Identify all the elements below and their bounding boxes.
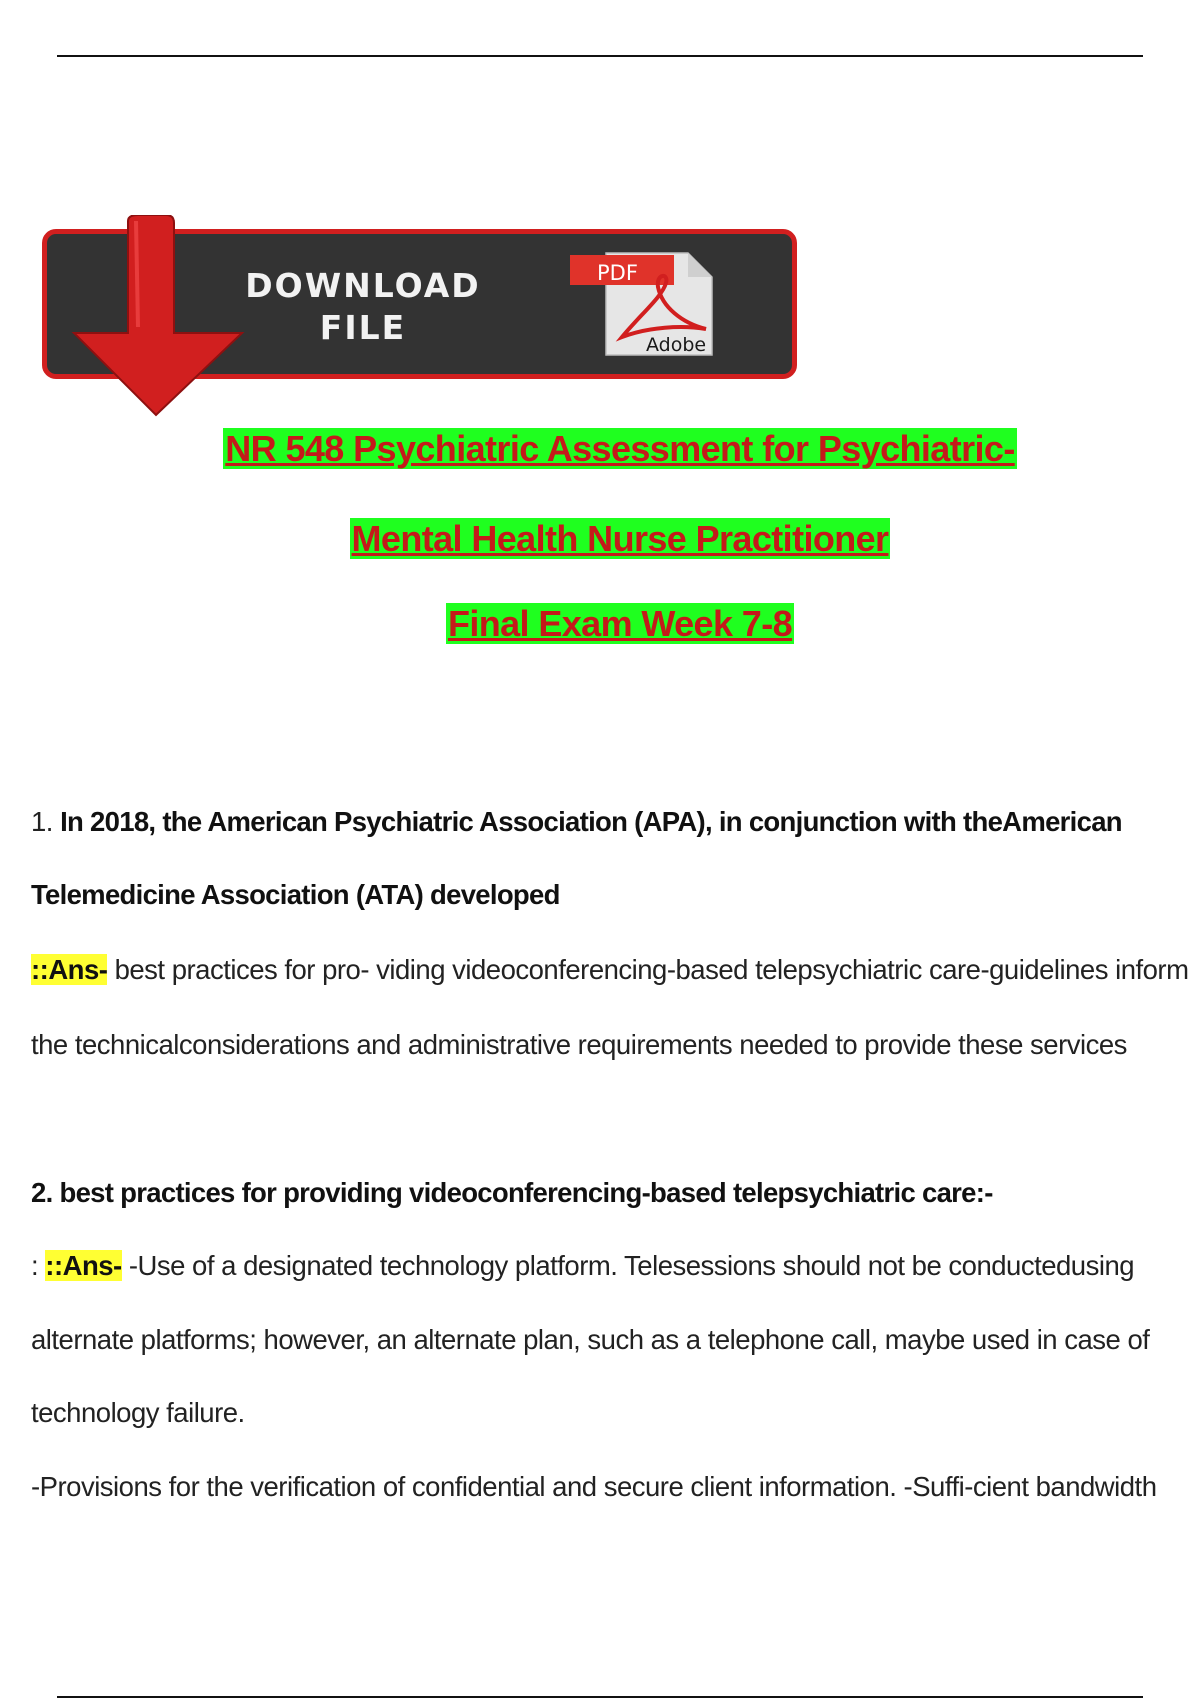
doc-title-line3: Final Exam Week 7-8	[447, 603, 793, 644]
q2-question: 2. best practices for providing videoconferencing-based telepsychiatric care:-	[31, 1177, 993, 1208]
q2-ans-tag: ::Ans-	[45, 1250, 122, 1281]
top-rule	[57, 55, 1143, 57]
q2-answer-line4: -Provisions for the verification of confidential and secure client information. -Suffi-cient bandwidth	[31, 1471, 1157, 1502]
download-label-line2: FILE	[319, 308, 407, 347]
q2-answer-line1: : ::Ans- -Use of a designated technology platform. Telesessions should not be conductedusing	[31, 1250, 1135, 1281]
adobe-pdf-icon	[570, 245, 725, 357]
q1-answer-line2: the technicalconsiderations and administrative requirements needed to provide these services	[31, 1029, 1127, 1060]
adobe-label: Adobe	[646, 334, 707, 356]
q1-answer-line1: ::Ans- best practices for pro- viding videoconferencing-based telepsychiatric care-guidelines inform	[31, 954, 1189, 985]
download-label-line1: DOWNLOAD	[245, 266, 481, 305]
q2-answer-line3: technology failure.	[31, 1397, 245, 1428]
q2-answer-line2: alternate platforms; however, an alternate plan, such as a telephone call, maybe used in case of	[31, 1324, 1150, 1355]
q1-number: 1.	[31, 806, 61, 837]
download-file-label	[213, 265, 513, 349]
q1-question-line2: Telemedicine Association (ATA) developed	[31, 879, 560, 910]
download-file-banner[interactable]	[38, 215, 803, 420]
bottom-rule	[57, 1696, 1143, 1698]
q1-question-line1: 1. In 2018, the American Psychiatric Association (APA), in conjunction with theAmerican	[31, 806, 1122, 837]
pdf-label: PDF	[597, 261, 638, 285]
doc-title-line2: Mental Health Nurse Practitioner	[351, 518, 889, 559]
doc-title-line1: NR 548 Psychiatric Assessment for Psychiatric-	[225, 428, 1015, 469]
q2-number: 2.	[31, 1177, 60, 1208]
q1-ans-tag: ::Ans-	[31, 954, 108, 985]
